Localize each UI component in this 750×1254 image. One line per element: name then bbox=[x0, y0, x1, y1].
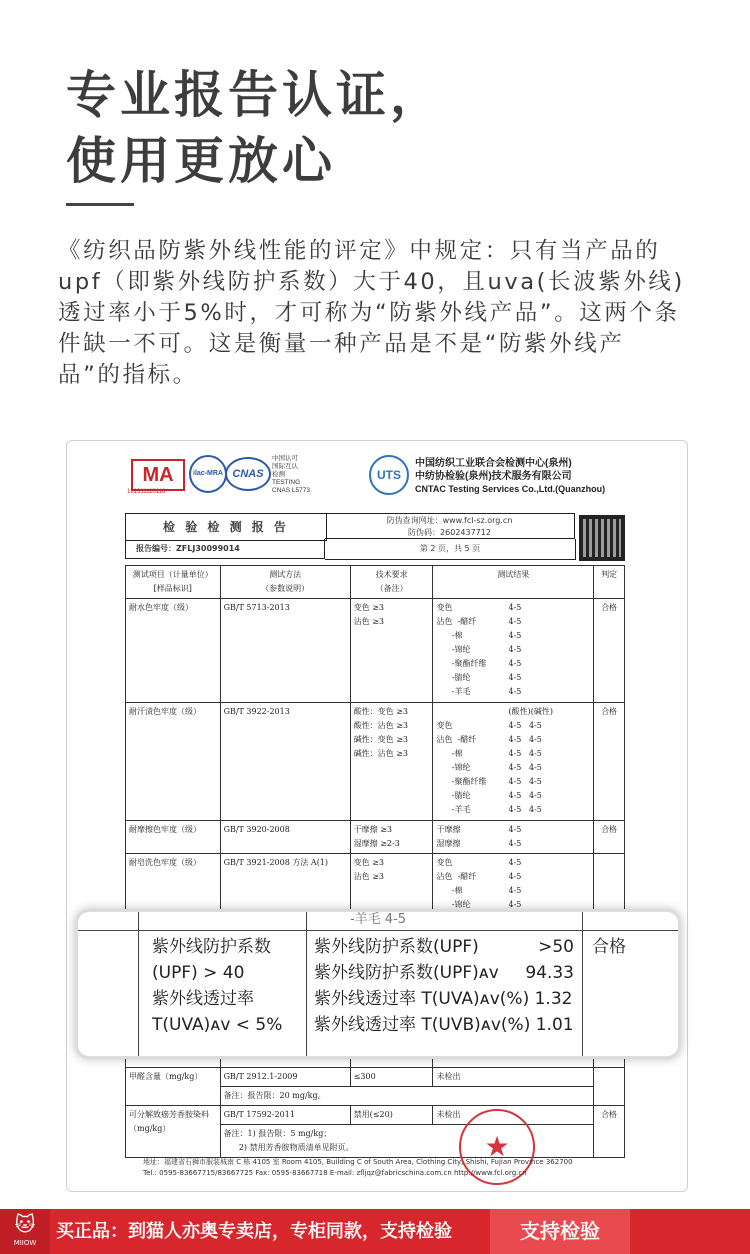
brand-logo: 🐱 MIIOW bbox=[0, 1209, 50, 1254]
table-row: 可分解致癌芳香胺染料（mg/kg） GB/T 17592-2011 禁用(≤20) 未检出 合格 bbox=[126, 1106, 625, 1125]
report-paper bbox=[67, 441, 687, 1191]
test-report-image bbox=[66, 440, 688, 1192]
testing-organization: 中国纺织工业联合会检测中心(泉州) 中纺协检验(泉州)技术服务有限公司 CNTAC Testing Services Co.,Ltd.(Quanzhou) bbox=[415, 458, 606, 494]
qr-code-icon bbox=[579, 515, 625, 561]
cma-logo: MA bbox=[131, 459, 185, 491]
report-footer: 地址：福建省石狮市服装城南 C 栋 4105 室 Room 4105, Building C of South Area, Clothing City, Shishi, Fujian Province 362700 Tel.: 0595-83667715/83667725 Fax: 0595-83667718 E-mail: zfljqz@fabricschina.com.cn http://www.fcl.org.cn bbox=[143, 1158, 573, 1177]
report-table: 测试项目（计量单位） [样品标识] 测试方法 （参数说明） 技术要求 （备注） 测试结果 判定 耐水色牢度（级） GB/T 5713-2013 变色 ≥3 沾色 ≥3 变色 沾色 -醋纤 -棉 -锦纶 -聚酯纤维 -腈纶 -羊毛4-5 4-5 4-5 4-5 4-5 4-5 4-5 合格 耐汗渍色牢度（级） GB/T 3922-2013 酸性：变色 ≥3 酸性：沾色 ≥3 碱性：变色 ≥3 碱性：沾色 ≥3 变色 沾色 -醋纤 -棉 -锦纶 -聚酯纤维 -腈纶 -羊毛(酸性)(碱性) 4-5 4-5 4-5 4-5 4-5 4-5 4-5 4-5 4-5 4-5 4-5 4-5 4-5 4-5 合格 耐摩擦色牢度（级） GB/T 3920-2008 干摩擦 ≥3 湿摩擦 ≥2-3 干摩擦 湿摩擦4-5 4-5 合格 耐皂洗色牢度（级） GB/T 3921-2008 方法 A(1) 变色 ≥3 沾色 ≥3 变色 沾色 -醋纤 -棉 -锦纶4-5 4-5 4-5 4-5 甲醛含量（mg/kg） GB/T 2912.1-2009 ≤300 未检出 备注：报告限：20 mg/kg。 可分解致癌芳香胺染料（mg/kg） GB/T 17592-2011 禁用(≤20) 未检出 合格 备注：1) 报告限：5 mg/kg； 2) 禁用芳香胺物质清单见附页。 bbox=[125, 565, 625, 1158]
cnas-logo: CNAS bbox=[225, 457, 271, 491]
headline-line1: 专业报告认证， bbox=[66, 66, 444, 124]
support-inspection-button[interactable]: 支持检验 bbox=[490, 1209, 630, 1254]
report-title: 检 验 检 测 报 告 bbox=[125, 513, 327, 541]
intro-paragraph: 《纺织品防紫外线性能的评定》中规定：只有当产品的upf（即紫外线防护系数）大于40，且uva(长波紫外线)透过率小于5%时，才可称为“防紫外线产品”。这两个条件缺一不可。这是衡量一种产品是不是“防紫外线产品”的指标。 bbox=[58, 238, 685, 388]
page-headline bbox=[66, 62, 444, 194]
uts-logo: UTS bbox=[369, 455, 409, 495]
table-row: 耐水色牢度（级） GB/T 5713-2013 变色 ≥3 沾色 ≥3 变色 沾色 -醋纤 -棉 -锦纶 -聚酯纤维 -腈纶 -羊毛4-5 4-5 4-5 4-5 4-5 4-5 4-5 合格 bbox=[126, 599, 625, 703]
table-row: 耐摩擦色牢度（级） GB/T 3920-2008 干摩擦 ≥3 湿摩擦 ≥2-3 干摩擦 湿摩擦4-5 4-5 合格 bbox=[126, 821, 625, 854]
uv-verdict: 合格 bbox=[592, 937, 626, 957]
uv-requirement: 紫外线防护系数 (UPF) > 40 紫外线透过率 T(UVA)ᴀᴠ < 5% bbox=[152, 937, 283, 1035]
report-number: 报告编号：ZFLJ30099014 bbox=[125, 539, 325, 559]
headline-line2: 使用更放心 bbox=[66, 132, 336, 190]
table-row: 耐皂洗色牢度（级） GB/T 3921-2008 方法 A(1) 变色 ≥3 沾色 ≥3 变色 沾色 -醋纤 -棉 -锦纶4-5 4-5 4-5 4-5 bbox=[126, 854, 625, 918]
report-page: 第 2 页，共 5 页 bbox=[325, 539, 576, 560]
uv-result-magnifier bbox=[75, 909, 681, 1059]
uv-results: 紫外线防护系数(UPF) >50 紫外线防护系数(UPF)ᴀᴠ 94.33 紫外线透过率 T(UVA)ᴀᴠ(%) 1.32 紫外线透过率 T(UVB)ᴀᴠ(%) 1.01 bbox=[314, 937, 574, 1035]
ilac-mra-logo: ilac-MRA bbox=[189, 455, 227, 493]
magnifier-cut-text: -羊毛 4-5 bbox=[349, 912, 407, 927]
cat-icon: 🐱 bbox=[14, 1212, 36, 1236]
anti-counterfeit-info: 防伪查询网址：www.fcl-sz.org.cn 防伪码：2602437712 bbox=[325, 513, 575, 539]
headline-divider bbox=[66, 203, 134, 206]
cma-number: 181311110118 bbox=[127, 489, 166, 495]
cnas-text: 中国认可 国际互认 检测 TESTING CNAS L5773 bbox=[272, 455, 310, 494]
table-row: 甲醛含量（mg/kg） GB/T 2912.1-2009 ≤300 未检出 bbox=[126, 1068, 625, 1087]
promo-text: 买正品：到猫人亦奥专卖店，专柜同款，支持检验 bbox=[56, 1221, 452, 1242]
table-row: 耐汗渍色牢度（级） GB/T 3922-2013 酸性：变色 ≥3 酸性：沾色 ≥3 碱性：变色 ≥3 碱性：沾色 ≥3 变色 沾色 -醋纤 -棉 -锦纶 -聚酯纤维 -腈纶 -羊毛(酸性)(碱性) 4-5 4-5 4-5 4-5 4-5 4-5 4-5 4-5 4-5 4-5 4-5 4-5 4-5 4-5 合格 bbox=[126, 703, 625, 821]
red-seal-stamp: ★ bbox=[459, 1109, 535, 1185]
bottom-promo-bar[interactable] bbox=[0, 1209, 750, 1254]
